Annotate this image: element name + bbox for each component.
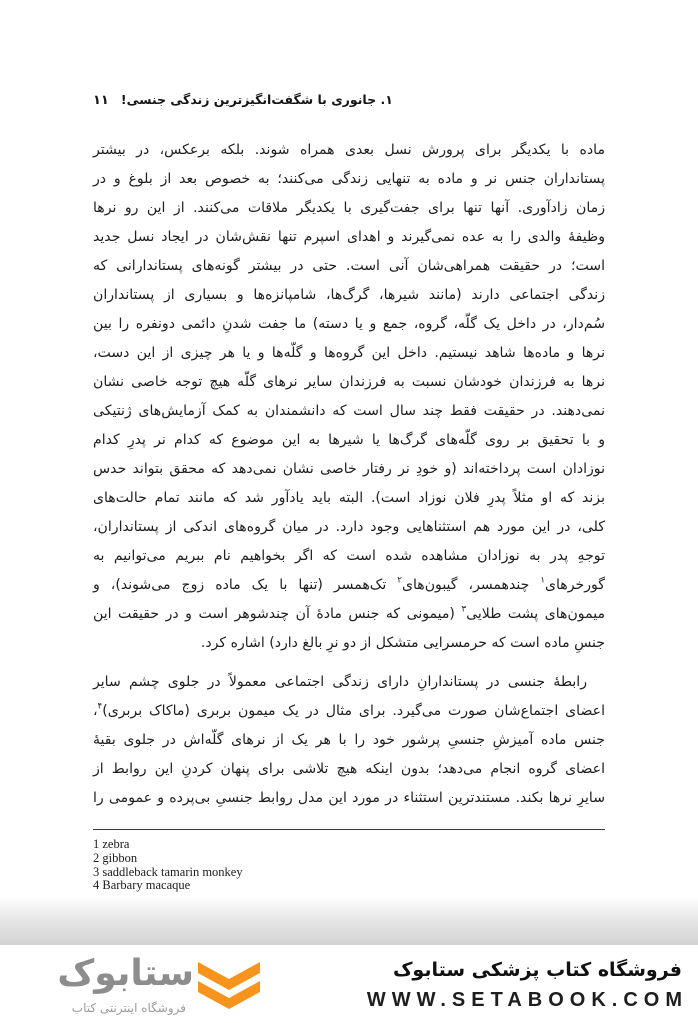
text-line — [93, 784, 605, 813]
line-text: نرها به فرزندان خودشان نسبت به فرزندان سایر نرهای گلّه هیچ توجه خاصی نشان — [93, 374, 605, 390]
line-text: ، — [93, 703, 98, 719]
line-text: (میمونی که جنس مادهٔ آن چندشوهر است و در حقیقت این — [93, 606, 462, 622]
line-text: گورخرهای — [545, 577, 605, 593]
text-line — [93, 600, 605, 629]
line-text: و با تحقیق بر روی گلّه‌های گرگ‌ها یا شیرها به این موضوع که کدام نر پدرِ کدام — [93, 432, 605, 448]
line-text: نرها و ماده‌ها شاهد نیستیم. داخل این گروه‌ها و گلّه‌ها و یا هر چیزی از این دست، — [93, 345, 605, 361]
paragraph — [93, 136, 605, 658]
footnote-marker: ۳ — [461, 604, 467, 615]
footnote-item: 4 Barbary macaque — [93, 878, 191, 893]
line-text: اعضای اجتماع‌شان صورت می‌گیرد. برای مثال در یک میمون بربری (ماکاک بربری) — [102, 703, 605, 719]
line-text: نوزادان است پرداخته‌اند (و خودِ نر رفتار خاصی نشان نمی‌دهد که محقق بتواند حدس — [93, 461, 605, 477]
text-line — [93, 368, 605, 397]
page-number: ۱۱ — [93, 93, 109, 108]
text-line — [93, 136, 605, 165]
line-text: زندگی اجتماعی دارند (مانند شیرها، گرگ‌ها، شامپانزه‌ها و بسیاری از پستانداران — [93, 287, 605, 303]
footnote-item: 2 gibbon — [93, 850, 138, 865]
line-text: جنسِ ماده است که حرمسرایی متشکل از دو نرِ بالغ دارد) اشاره کرد. — [200, 635, 605, 651]
text-line — [93, 194, 605, 223]
line-text: تک‌همسر (تنها با یک ماده زوج می‌شوند)، و — [93, 577, 398, 593]
footnote-marker: ۲ — [397, 575, 402, 586]
line-text: چندهمسر، گیبون‌های — [401, 577, 541, 593]
text-line — [93, 571, 605, 600]
line-text: زمان زادآوری. آنها تنها برای جفت‌گیری با یکدیگر ملاقات می‌کنند. از این رو نرها — [93, 200, 605, 216]
line-text: اعضای گروه انجام می‌دهد؛ بدون اینکه هیچ تلاشی برای پنهان کردنِ این روابط از — [93, 761, 605, 777]
text-line — [93, 426, 605, 455]
line-content — [93, 577, 605, 593]
book-chevron-icon — [197, 959, 261, 1013]
paragraph — [93, 668, 605, 813]
running-header — [93, 91, 393, 110]
line-text: کلی، در این مورد هم استثناهایی وجود دارد. در میان گروه‌های اندکی از پستانداران، — [93, 519, 605, 535]
line-text: ماده با یکدیگر برای پرورش نسل بعدی همراه شوند. بلکه برعکس، در بیشتر — [93, 142, 605, 158]
line-text: پستانداران جنس نر و ماده به تنهایی زندگی می‌کنند؛ به خصوص بعد از بلوغ و در — [93, 171, 605, 187]
footnote-item: 3 saddleback tamarin monkey — [93, 864, 243, 879]
line-text: سایرِ نرها بکند. مستندترین استثناء در مورد این مدل روابط جنسیِ بی‌پرده و عمومی را — [93, 790, 605, 806]
text-line — [93, 484, 605, 513]
text-line — [93, 542, 605, 571]
text-line — [93, 339, 605, 368]
logo-wordmark: ستابوک — [57, 953, 194, 994]
text-line — [93, 697, 605, 726]
line-text: توجهِ پدر به نوزادان مشاهده شده است که اگر بخواهیم نام ببریم می‌توانیم به — [93, 548, 605, 564]
store-name: فروشگاه کتاب پزشکی ستابوک — [392, 959, 682, 981]
footnote-marker: ۴ — [97, 701, 103, 712]
line-text: بزند که او مثلاً پدرِ فلان نوزاد است). البته باید یادآور شد که مانند تمام حالت‌های — [93, 490, 605, 506]
text-line — [93, 165, 605, 194]
text-line — [93, 726, 605, 755]
line-text: جنس ماده آمیزشِ جنسیِ پرشور خود را با هر یک از نرهای گلّه‌اش در جلوی بقیهٔ — [93, 732, 605, 748]
footnote-item: 1 zebra — [93, 837, 130, 851]
line-text: نمی‌دهند. در حقیقت فقط چند سال است که دانشمندان به کمک آزمایش‌های ژنتیکی — [93, 403, 605, 419]
text-line — [93, 252, 605, 281]
text-line — [93, 629, 605, 658]
line-text: است؛ در حقیقت همراهی‌شان آنی است. حتی در بیشتر گونه‌های پستاندارانی که — [93, 258, 605, 274]
page-bottom-shadow — [0, 896, 698, 945]
text-line — [93, 668, 605, 697]
footnote-marker: ۱ — [540, 575, 545, 586]
footnote-separator — [93, 829, 605, 830]
body-text — [93, 136, 605, 813]
text-line — [93, 455, 605, 484]
line-content — [93, 703, 605, 719]
chapter-title: ۱. جانوری با شگفت‌انگیزترین زندگی جنسی! — [120, 92, 393, 107]
line-text: رابطهٔ جنسی در پستاندارانِ دارای زندگی اجتماعی معمولاً در جلوی چشم سایر — [93, 674, 587, 690]
text-line — [93, 397, 605, 426]
store-url: WWW.SETABOOK.COM — [366, 989, 688, 1011]
line-text: میمون‌های پشت طلایی — [466, 606, 606, 622]
text-line — [93, 755, 605, 784]
line-text: سُم‌دار، در داخل یک گلّه، گروه، جمع و یا دسته) ما جفت شدنِ دائمی دونفره را بین — [93, 316, 605, 332]
logo-tagline: فروشگاه اینترنتی کتاب — [71, 1001, 186, 1015]
text-line — [93, 310, 605, 339]
text-line — [93, 513, 605, 542]
footnotes — [93, 838, 243, 893]
line-content — [93, 606, 605, 622]
text-line — [93, 281, 605, 310]
line-text: وظیفهٔ والدی را به عده نمی‌گیرند و اهدای اسپرم تنها نقش‌شان در ایجاد نسل جدید — [93, 229, 605, 245]
text-line — [93, 223, 605, 252]
